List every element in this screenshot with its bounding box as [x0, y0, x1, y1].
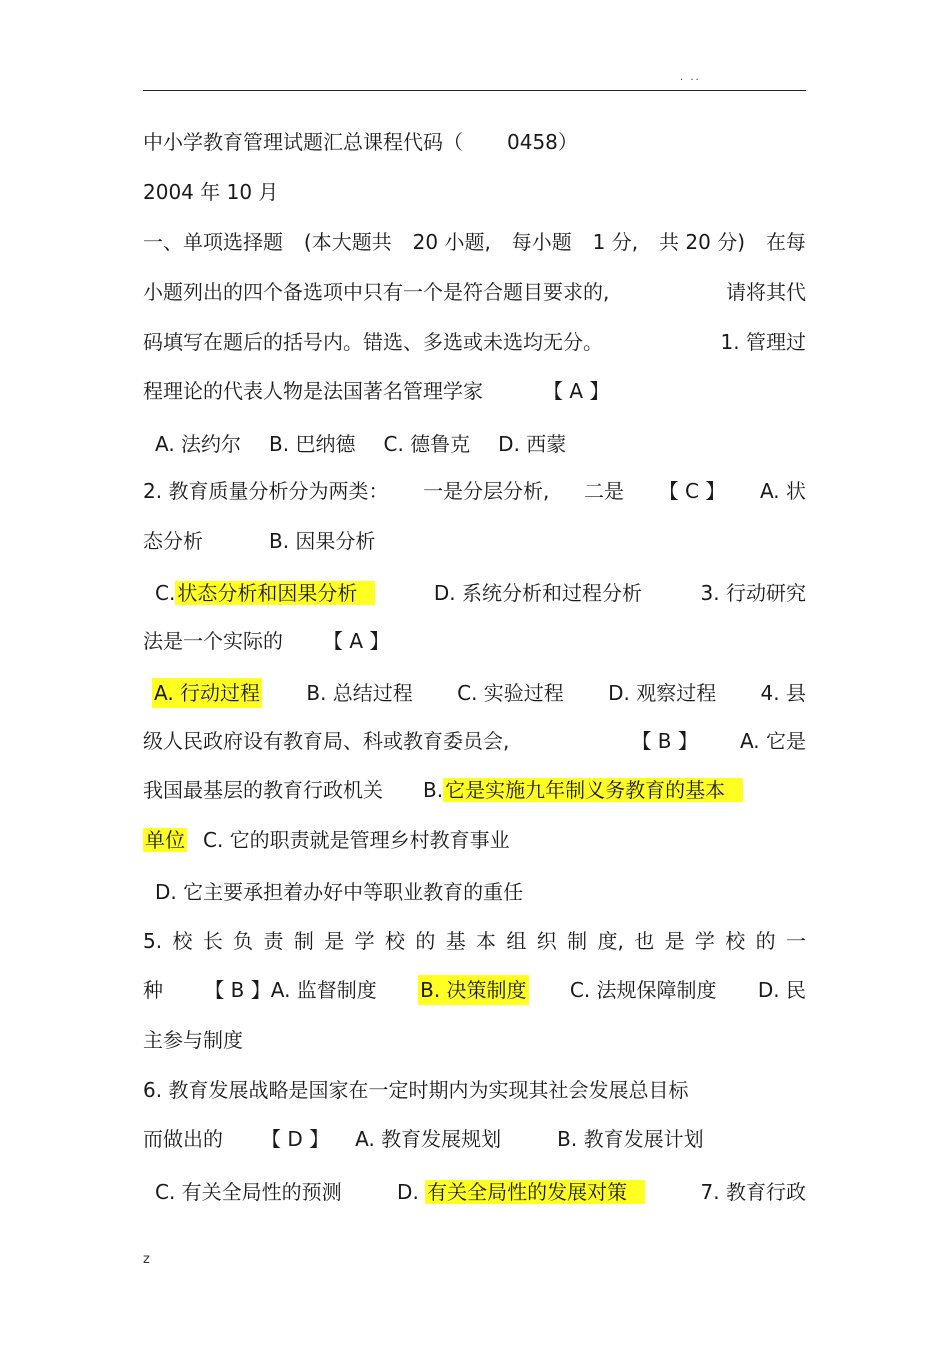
q1-stem: 程理论的代表人物是法国著名管理学家	[143, 379, 483, 403]
q4-line-3: 单位 C. 它的职责就是管理乡村教育事业	[145, 828, 510, 852]
q1-option-c: C. 德鲁克	[383, 432, 471, 456]
q1-option-d: D. 西蒙	[498, 432, 567, 456]
header-rule	[143, 90, 806, 91]
q1-option-b: B. 巴纳德	[269, 432, 356, 456]
q6-line-2: 而做出的 【 D 】 A. 教育发展规划 B. 教育发展计划	[143, 1127, 704, 1151]
section-line-2: 小题列出的四个备选项中只有一个是符合题目要求的, 请将其代	[143, 280, 806, 304]
q4-highlight-answer-2: 单位	[145, 828, 185, 852]
q4-line-1: 级人民政府设有教育局、科或教育委员会, 【 B 】 A. 它是	[143, 726, 806, 756]
q3-stem: 法是一个实际的	[143, 629, 283, 653]
q3-stem-line	[143, 626, 806, 656]
q6-answer: 【 D 】	[261, 1127, 330, 1151]
section-line-3: 码填写在题后的括号内。错选、多选或未选均无分。 1. 管理过	[143, 330, 806, 354]
q1-stem-line	[143, 376, 806, 406]
q2-highlight-answer: 状态分析和因果分析	[175, 581, 375, 605]
q5-answer: 【 B 】A. 监督制度	[204, 978, 377, 1002]
q2-line-3: C. 状态分析和因果分析 D. 系统分析和过程分析 3. 行动研究	[155, 581, 806, 605]
q1-options	[155, 429, 635, 459]
q5-line-3: 主参与制度	[143, 1028, 243, 1052]
q4-answer: 【 B 】	[631, 729, 698, 753]
document-title	[143, 127, 806, 157]
q2-line-1: 2. 教育质量分析分为两类： 一是分层分析, 二是 【 C 】 A. 状	[143, 476, 806, 506]
header-mark: . ..	[680, 72, 701, 83]
q4-line-4: D. 它主要承担着办好中等职业教育的重任	[155, 880, 524, 904]
section-line-1: 一、单项选择题 (本大题共 20 小题, 每小题 1 分, 共 20 分) 在每	[143, 230, 806, 254]
q2-line-2: 态分析 B. 因果分析	[143, 529, 376, 553]
q5-line-1: 5. 校 长 负 责 制 是 学 校 的 基 本 组 织 制 度, 也 是 学 校 的 一	[143, 929, 806, 953]
q1-option-a: A. 法约尔	[155, 432, 242, 456]
q2-answer: 【 C 】	[658, 479, 726, 503]
exam-date: 2004 年 10 月	[143, 180, 279, 204]
q5-line-2: 种 【 B 】A. 监督制度 B. 决策制度 C. 法规保障制度 D. 民	[143, 975, 806, 1005]
q6-line-1: 6. 教育发展战略是国家在一定时期内为实现其社会发展总目标	[143, 1078, 689, 1102]
q4-line-2: 我国最基层的教育行政机关 B. 它是实施九年制义务教育的基本	[143, 775, 806, 805]
q3-answer: 【 A 】	[323, 629, 390, 653]
q5-highlight-answer: B. 决策制度	[418, 975, 528, 1005]
title-text: 中小学教育管理试题汇总课程代码（	[143, 130, 463, 154]
q3-highlight-answer: A. 行动过程	[152, 678, 262, 708]
q3-options: A. 行动过程 B. 总结过程 C. 实验过程 D. 观察过程 4. 县	[152, 678, 806, 708]
footer-mark: z	[143, 1252, 150, 1267]
course-code: 0458）	[507, 130, 578, 154]
q6-highlight-answer: 有关全局性的发展对策	[425, 1180, 645, 1204]
q1-answer: 【 A 】	[543, 379, 610, 403]
q6-line-3: C. 有关全局性的预测 D. 有关全局性的发展对策 7. 教育行政	[155, 1180, 806, 1204]
q4-highlight-answer-1: 它是实施九年制义务教育的基本	[443, 778, 743, 802]
